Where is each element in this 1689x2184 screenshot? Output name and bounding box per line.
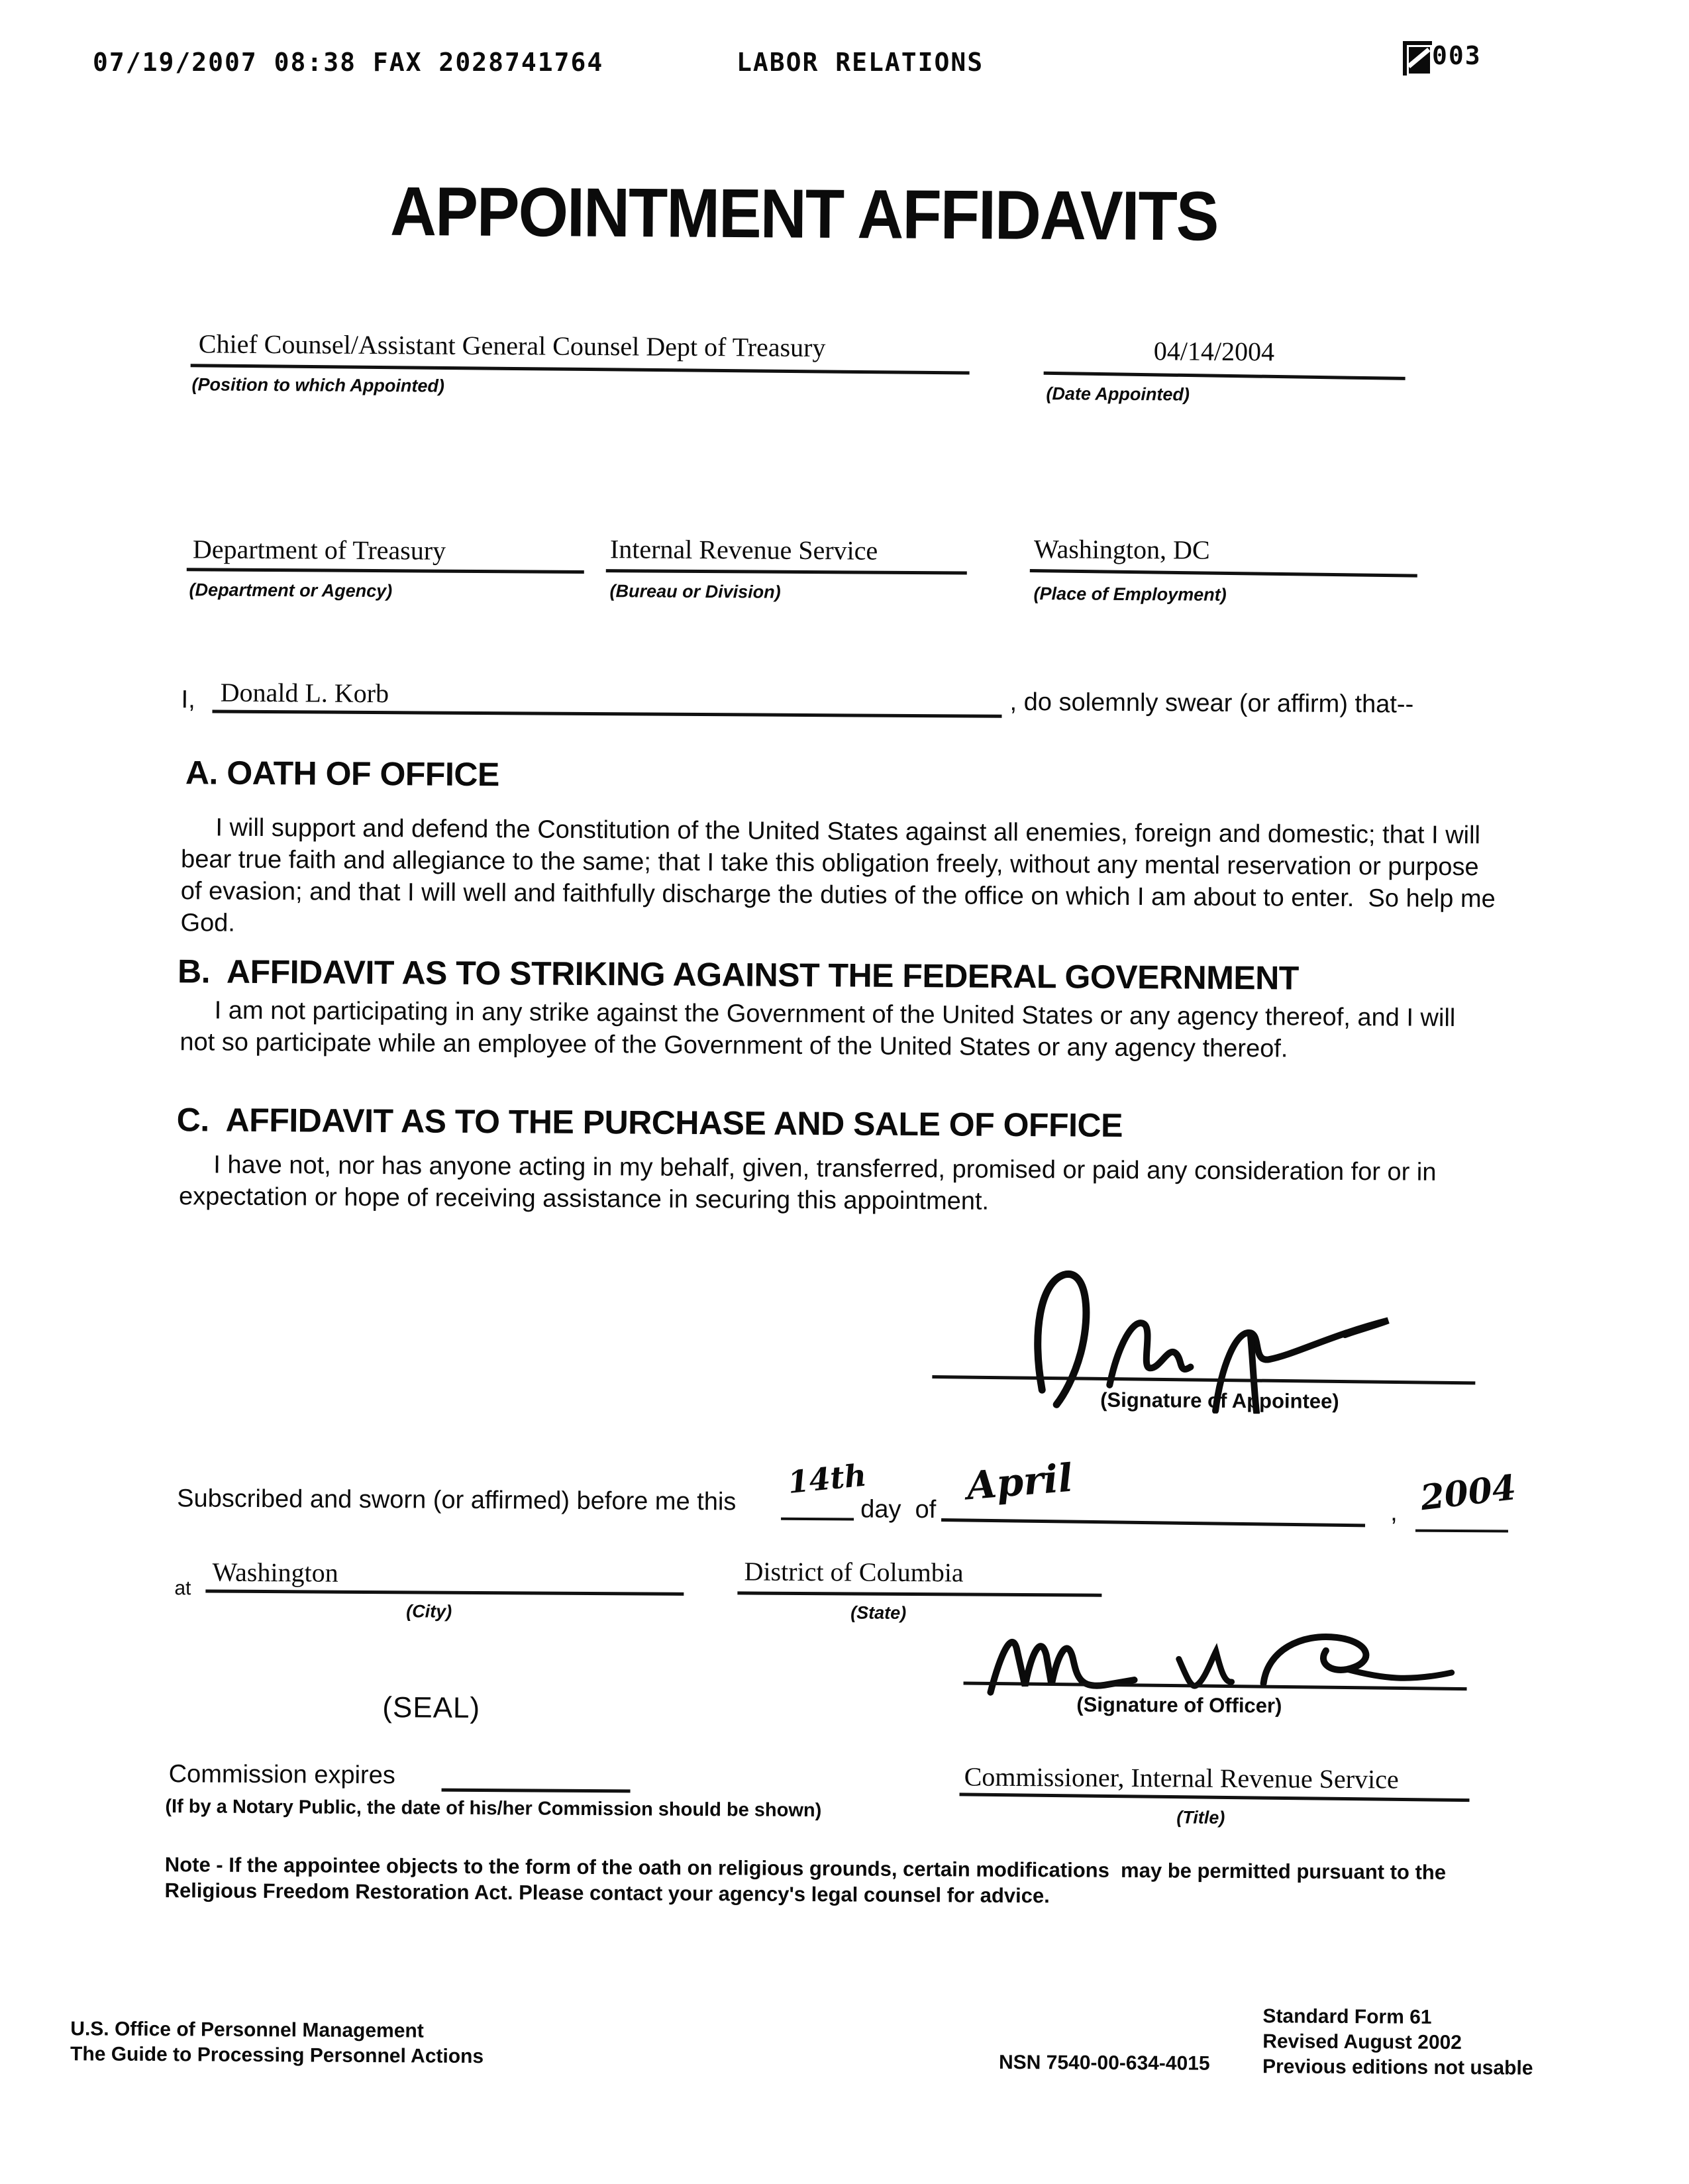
commission-expires-text: Commission expires [168, 1760, 395, 1790]
section-b-body: I am not participating in any strike against the Government of the United States or any agency thereof, and I will not so participate while an employee of the Government of the United States or any agency thereof. [179, 996, 1462, 1063]
appointee-name: Donald L. Korb [220, 677, 389, 709]
commission-note: (If by a Notary Public, the date of his/her Commission should be shown) [165, 1796, 822, 1822]
department-underline [187, 568, 584, 574]
bureau-label: (Bureau or Division) [609, 581, 781, 602]
fax-timestamp: 07/19/2007 08:38 FAX 2028741764 [93, 48, 604, 77]
footer-org-line1: U.S. Office of Personnel Management [70, 2018, 424, 2042]
footer-form-revision: Revised August 2002 [1262, 2030, 1462, 2054]
state-value: District of Columbia [744, 1556, 964, 1588]
place-label: (Place of Employment) [1033, 584, 1227, 605]
oath-prefix: I, [181, 686, 195, 714]
at-text: at [174, 1577, 191, 1600]
handwritten-month: April [964, 1455, 1075, 1509]
state-label: (State) [850, 1602, 907, 1623]
footer-org-line2: The Guide to Processing Personnel Actions [70, 2043, 484, 2068]
section-a-heading: A. OATH OF OFFICE [185, 754, 499, 794]
handwritten-day: 14th [786, 1457, 868, 1500]
position-underline [191, 364, 970, 374]
city-label: (City) [406, 1601, 452, 1622]
state-underline [737, 1591, 1101, 1596]
oath-suffix: , do solemnly swear (or affirm) that-- [1009, 688, 1414, 719]
officer-signature-label: (Signature of Officer) [1076, 1692, 1282, 1718]
section-c-heading: C. AFFIDAVIT AS TO THE PURCHASE AND SALE OF OFFICE [176, 1101, 1123, 1144]
day-underline [781, 1518, 854, 1521]
section-a-body: I will support and defend the Constitution of the United States against all enemies, foreign and domestic; that I will bear true faith and allegiance to the same; that I take this obligation freely, without any mental reservation or purpose of evasion; and that I will well and faithfully discharge the duties of the office on which I am about to enter. So help me God. [180, 813, 1503, 937]
place-value: Washington, DC [1033, 534, 1210, 565]
form-title: APPOINTMENT AFFIDAVITS [389, 172, 1218, 256]
section-c-body: I have not, nor has anyone acting in my behalf, given, transferred, promised or paid any consideration for or in expectation or hope of receiving assistance in securing this appointment. [178, 1151, 1444, 1216]
seal-text: (SEAL) [382, 1691, 481, 1725]
footer-form-editions: Previous editions not usable [1262, 2055, 1533, 2079]
month-underline [941, 1518, 1365, 1527]
place-underline [1030, 569, 1417, 578]
city-value: Washington [212, 1557, 338, 1588]
bureau-value: Internal Revenue Service [609, 534, 878, 566]
fax-subject: LABOR RELATIONS [737, 48, 984, 77]
bureau-underline [606, 569, 967, 574]
date-appointed-label: (Date Appointed) [1046, 384, 1190, 405]
sworn-statement-text: Subscribed and sworn (or affirmed) before me this [177, 1484, 737, 1516]
year-underline [1415, 1530, 1508, 1533]
position-value: Chief Counsel/Assistant General Counsel Dept of Treasury [198, 329, 826, 363]
commission-expires-line [442, 1789, 631, 1793]
footer-form-number: Standard Form 61 [1262, 2005, 1432, 2028]
appointee-signature-label: (Signature of Appointee) [1100, 1388, 1339, 1413]
department-value: Department of Treasury [192, 534, 446, 566]
date-appointed-underline [1044, 372, 1406, 380]
day-of-text: day of [860, 1495, 937, 1524]
handwritten-year: 2004 [1418, 1467, 1519, 1519]
year-comma: , [1390, 1498, 1398, 1527]
department-label: (Department or Agency) [189, 580, 393, 601]
fax-page-number: 003 [1432, 41, 1482, 70]
city-underline [205, 1589, 684, 1595]
officer-title-label: (Title) [1176, 1807, 1225, 1828]
name-underline [212, 710, 1001, 718]
position-label: (Position to which Appointed) [191, 374, 445, 396]
date-appointed-value: 04/14/2004 [1153, 336, 1275, 367]
officer-title-value: Commissioner, Internal Revenue Service [964, 1761, 1399, 1794]
religious-freedom-note: Note - If the appointee objects to the form of the oath on religious grounds, certain modifications may be permitted pursuant to the Religious Freedom Restoration Act. Please contact your agency's legal counsel for advice. [164, 1853, 1452, 1908]
section-b-heading: B. AFFIDAVIT AS TO STRIKING AGAINST THE FEDERAL GOVERNMENT [177, 953, 1300, 997]
footer-nsn: NSN 7540-00-634-4015 [998, 2051, 1210, 2075]
